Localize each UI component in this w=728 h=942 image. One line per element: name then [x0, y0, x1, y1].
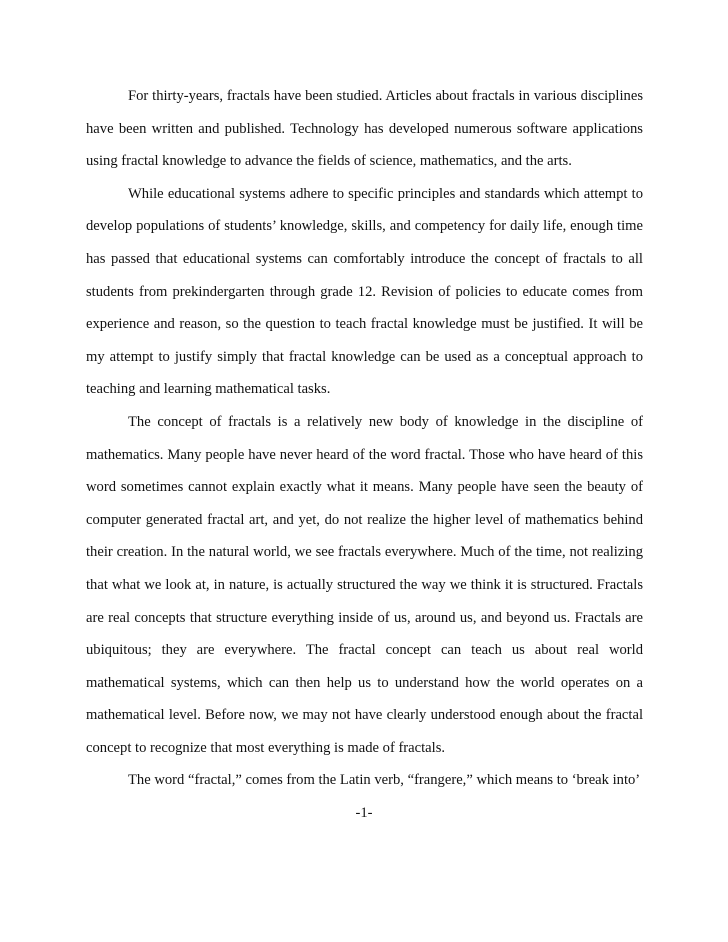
paragraph-1: For thirty-years, fractals have been studied. Articles about fractals in various disciplines have been written and published. Technology has developed numerous software applications using fractal knowledge to advance the fields of science, mathematics, and the arts.	[86, 88, 643, 170]
paragraph-3: The concept of fractals is a relatively new body of knowledge in the discipline of mathematics. Many people have never heard of the word fractal. Those who have heard of this word sometimes cannot explain exactly what it means. Many people have seen the beauty of computer generated fractal art, and yet, do not realize the higher level of mathematics behind their creation. In the natural world, we see fractals everywhere. Much of the time, not realizing that what we look at, in nature, is actually structured the way we think it is structured. Fractals are real concepts that structure everything inside of us, around us, and beyond us. Fractals are ubiquitous; they are everywhere. The fractal concept can teach us about real world mathematical systems, which can then help us to understand how the world operates on a mathematical level. Before now, we may not have clearly understood enough about the fractal concept to recognize that most everything is made of fractals.	[86, 413, 643, 756]
page-number: -1-	[355, 805, 373, 821]
paragraph-4: The word “fractal,” comes from the Latin verb, “frangere,” which means to ‘break into’	[128, 772, 641, 789]
document-body	[86, 80, 643, 797]
paragraph-2: While educational systems adhere to specific principles and standards which attempt to develop populations of students’ knowledge, skills, and competency for daily life, enough time has passed that educational systems can comfortably introduce the concept of fractals to all students from prekindergarten through grade 12. Revision of policies to educate comes from experience and reason, so the question to teach fractal knowledge must be justified. It will be my attempt to justify simply that fractal knowledge can be used as a conceptual approach to teaching and learning mathematical tasks.	[86, 185, 643, 398]
